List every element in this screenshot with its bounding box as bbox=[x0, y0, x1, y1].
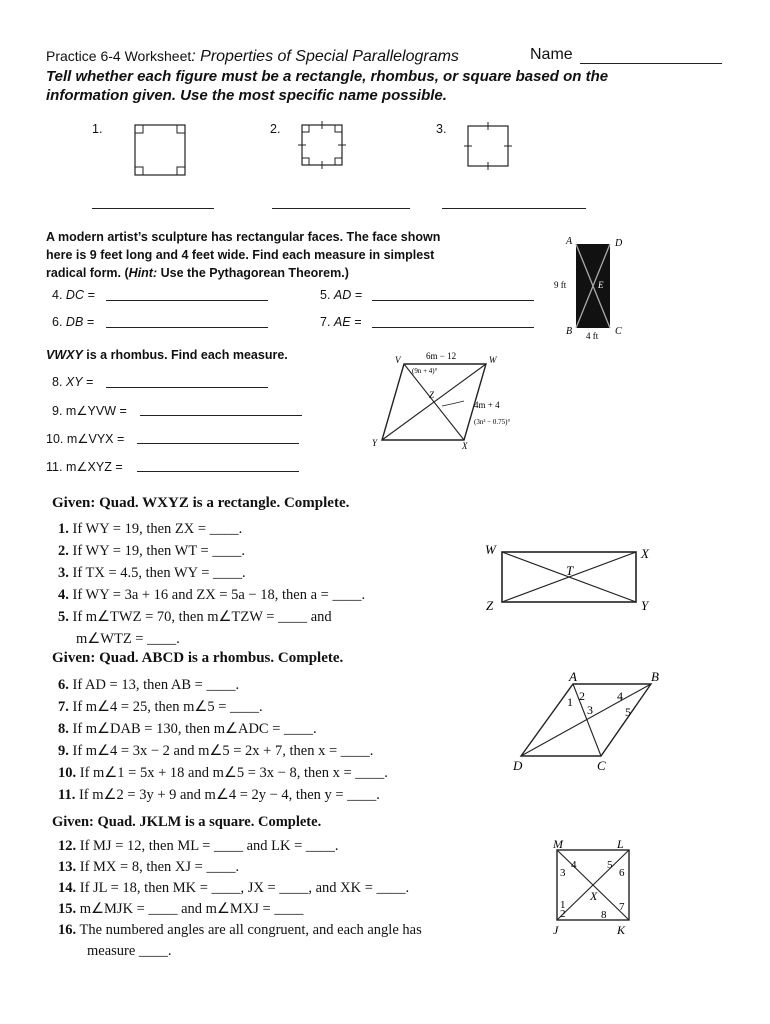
figure-3-number: 3. bbox=[436, 122, 447, 136]
angle-6: 6 bbox=[619, 867, 625, 879]
side-vw-label: 6m − 12 bbox=[426, 351, 457, 361]
figure-2-square bbox=[295, 118, 349, 172]
answer-blank-q11[interactable] bbox=[137, 471, 299, 472]
instructions: Tell whether each figure must be a rectangle, rhombus, or square based on the information given. Use the most specific name possible. bbox=[46, 68, 609, 104]
angle-3: 3 bbox=[560, 867, 566, 879]
sculpture-paragraph: A modern artist’s sculpture has rectangular faces. The face shown here is 9 feet long and 4 feet wide. Find each measure in simplest radical form. (Hint: Use the Pythagorean Theorem.) bbox=[46, 230, 441, 280]
question-9: 9. m∠YVW = bbox=[52, 404, 127, 418]
vertex-w: W bbox=[485, 542, 496, 557]
vertex-y: Y bbox=[372, 438, 378, 448]
question-7: 7. AE = bbox=[320, 315, 362, 329]
rhombus-item-9: 9. If m∠4 = 3x − 2 and m∠5 = 2x + 7, then x = ____. bbox=[58, 743, 374, 759]
vertex-j: J bbox=[553, 923, 559, 936]
vertex-x: X bbox=[641, 546, 649, 561]
rectangle-item-5-cont: m∠WTZ = ____. bbox=[76, 631, 180, 647]
rectangle-wxyz-figure bbox=[480, 540, 660, 615]
angle-1: 1 bbox=[567, 695, 573, 709]
rectangle-item-2: 2. If WY = 19, then WT = ____. bbox=[58, 543, 245, 559]
square-item-14: 14. If JL = 18, then MK = ____, JX = ____, and XK = ____. bbox=[58, 880, 410, 896]
vertex-y: Y bbox=[641, 598, 649, 613]
vertex-b: B bbox=[566, 326, 573, 337]
point-z: Z bbox=[429, 390, 435, 400]
point-t: T bbox=[566, 563, 574, 578]
angle-v-label: (9n + 4)° bbox=[412, 367, 438, 375]
angle-8: 8 bbox=[601, 909, 607, 921]
angle-5: 5 bbox=[625, 705, 631, 719]
rectangle-items bbox=[58, 518, 365, 650]
answer-blank-q5[interactable] bbox=[372, 300, 534, 301]
figure-1-right-angles bbox=[130, 120, 190, 180]
square-item-13: 13. If MX = 8, then XJ = ____. bbox=[58, 859, 240, 875]
angle-7: 7 bbox=[619, 901, 625, 913]
angle-4: 4 bbox=[571, 859, 577, 871]
vertex-b: B bbox=[651, 669, 659, 684]
vertex-m: M bbox=[553, 837, 563, 851]
vertex-z: Z bbox=[486, 598, 494, 613]
square-item-15: 15. m∠MJK = ____ and m∠MXJ = ____ bbox=[58, 901, 304, 917]
rectangle-item-3: 3. If TX = 4.5, then WY = ____. bbox=[58, 565, 246, 581]
vertex-v: V bbox=[395, 355, 401, 365]
answer-blank-q10[interactable] bbox=[137, 443, 299, 444]
square-item-16-cont: measure ____. bbox=[87, 943, 172, 959]
question-11: 11. m∠XYZ = bbox=[46, 460, 123, 474]
rhombus-abcd-figure bbox=[505, 668, 675, 776]
question-6: 6. DB = bbox=[52, 315, 95, 329]
rhombus-item-7: 7. If m∠4 = 25, then m∠5 = ____. bbox=[58, 699, 263, 715]
answer-blank-q9[interactable] bbox=[140, 415, 302, 416]
answer-blank-q8[interactable] bbox=[106, 387, 268, 388]
rectangle-wxyz-heading: Given: Quad. WXYZ is a rectangle. Complete. bbox=[52, 495, 350, 511]
vertex-a: A bbox=[566, 236, 573, 247]
answer-blank-3[interactable] bbox=[442, 208, 586, 209]
square-jklm-heading: Given: Quad. JKLM is a square. Complete. bbox=[52, 814, 322, 830]
rhombus-item-8: 8. If m∠DAB = 130, then m∠ADC = ____. bbox=[58, 721, 317, 737]
vertex-w: W bbox=[489, 355, 497, 365]
rhombus-abcd-heading: Given: Quad. ABCD is a rhombus. Complete. bbox=[52, 650, 344, 666]
question-4: 4. DC = bbox=[52, 288, 95, 302]
angle-1: 1 bbox=[560, 899, 566, 911]
rectangle-item-1: 1. If WY = 19, then ZX = ____. bbox=[58, 521, 243, 537]
vertex-c: C bbox=[615, 326, 622, 337]
angle-2: 2 bbox=[560, 908, 566, 920]
angle-x-label: (3n² − 0.75)° bbox=[474, 418, 511, 426]
point-e: E bbox=[598, 280, 604, 290]
answer-blank-q4[interactable] bbox=[106, 300, 268, 301]
question-5: 5. AD = bbox=[320, 288, 363, 302]
worksheet-header bbox=[46, 48, 459, 66]
angle-4: 4 bbox=[617, 689, 623, 703]
square-items bbox=[58, 836, 422, 962]
vertex-x: X bbox=[462, 441, 468, 451]
name-field[interactable] bbox=[580, 63, 722, 64]
width-label: 4 ft bbox=[586, 331, 599, 341]
angle-5: 5 bbox=[607, 859, 613, 871]
rhombus-items bbox=[58, 674, 388, 806]
question-8: 8. XY = bbox=[52, 375, 94, 389]
angle-2: 2 bbox=[579, 689, 585, 703]
point-x: X bbox=[590, 889, 598, 903]
vertex-k: K bbox=[617, 923, 626, 936]
rhombus-item-11: 11. If m∠2 = 3y + 9 and m∠4 = 2y − 4, then y = ____. bbox=[58, 787, 380, 803]
square-item-16: 16. The numbered angles are all congruent, and each angle has bbox=[58, 922, 422, 938]
rectangle-item-5: 5. If m∠TWZ = 70, then m∠TZW = ____ and bbox=[58, 609, 332, 625]
worksheet-title: : Properties of Special Parallelograms bbox=[191, 48, 459, 65]
square-jklm-figure bbox=[545, 836, 645, 936]
answer-blank-q7[interactable] bbox=[372, 327, 534, 328]
question-10: 10. m∠VYX = bbox=[46, 432, 125, 446]
figure-2-number: 2. bbox=[270, 122, 281, 136]
side-wx-label: 4m + 4 bbox=[474, 400, 500, 410]
vertex-l: L bbox=[617, 837, 624, 851]
square-item-12: 12. If MJ = 12, then ML = ____ and LK = ____. bbox=[58, 838, 339, 854]
angle-3: 3 bbox=[587, 703, 593, 717]
answer-blank-1[interactable] bbox=[92, 208, 214, 209]
rhombus-item-10: 10. If m∠1 = 5x + 18 and m∠5 = 3x − 8, then x = ____. bbox=[58, 765, 388, 781]
vertex-d: D bbox=[615, 238, 623, 249]
answer-blank-q6[interactable] bbox=[106, 327, 268, 328]
answer-blank-2[interactable] bbox=[272, 208, 410, 209]
sculpture-rectangle-figure bbox=[554, 232, 634, 342]
name-field-label: Name bbox=[530, 46, 573, 63]
vertex-c: C bbox=[597, 758, 606, 773]
figure-3-rhombus-ticks bbox=[462, 120, 516, 172]
rhombus-vwxy-figure bbox=[360, 346, 550, 456]
length-label: 9 ft bbox=[554, 280, 567, 290]
worksheet-id: Practice 6-4 Worksheet bbox=[46, 48, 192, 64]
vertex-a: A bbox=[569, 669, 577, 684]
rhombus-vwxy-heading: VWXY is a rhombus. Find each measure. bbox=[46, 348, 288, 362]
rectangle-item-4: 4. If WY = 3a + 16 and ZX = 5a − 18, then a = ____. bbox=[58, 587, 366, 603]
figure-1-number: 1. bbox=[92, 122, 103, 136]
rhombus-item-6: 6. If AD = 13, then AB = ____. bbox=[58, 677, 240, 693]
vertex-d: D bbox=[513, 758, 523, 773]
